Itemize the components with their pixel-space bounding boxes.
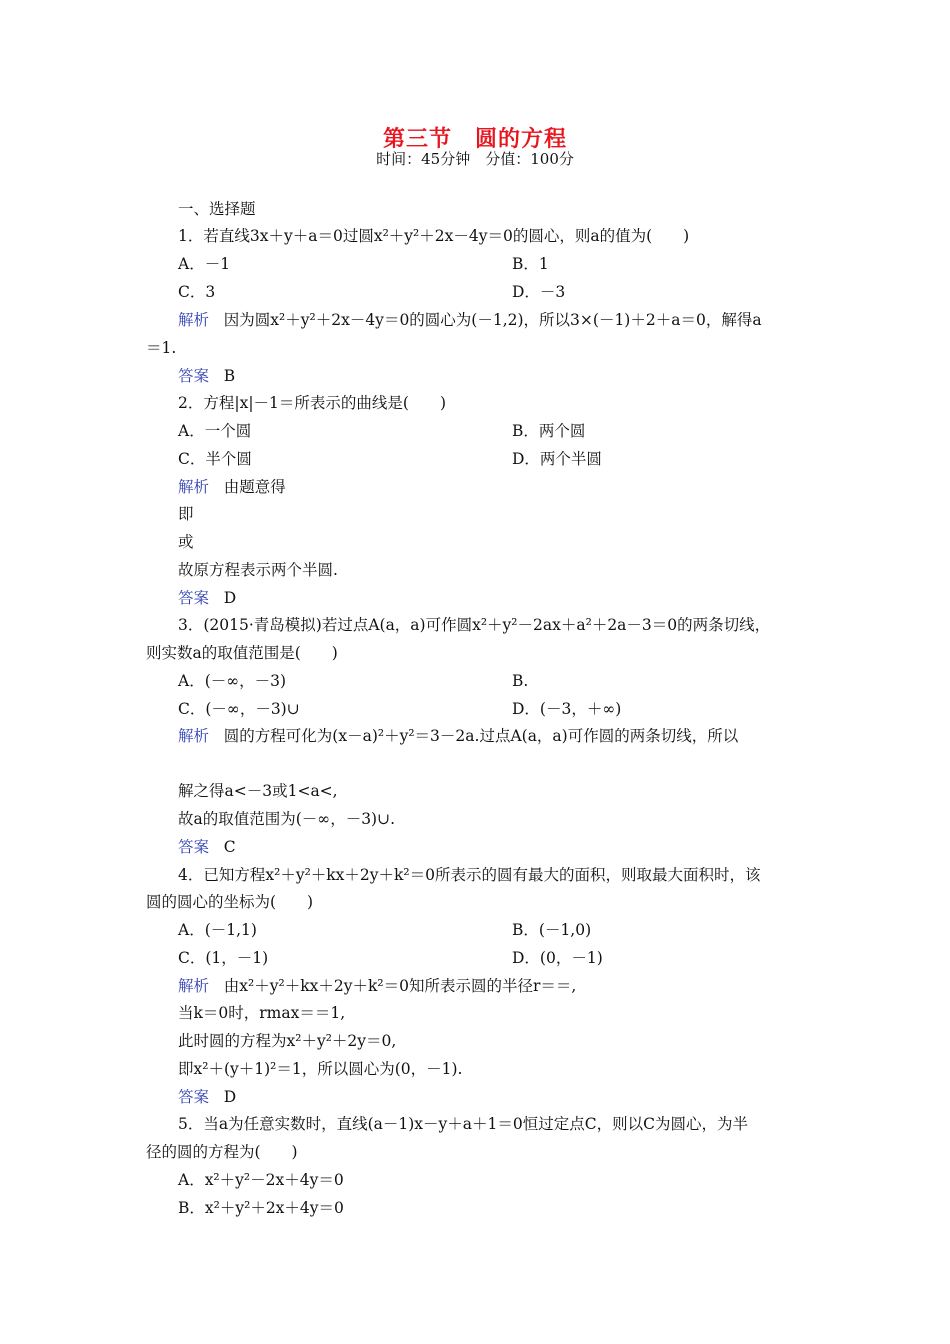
analysis-label: 解析 (178, 478, 210, 496)
q3-answer (178, 836, 236, 858)
q4-analysis-text: 由x²＋y²＋kx＋2y＋k²＝0知所表示圆的半径r＝＝, (223, 977, 577, 995)
q4-option-d: D．(0，－1) (512, 949, 603, 967)
analysis-label: 解析 (178, 311, 210, 329)
q1-option-b: B．1 (512, 255, 549, 273)
q4-conclusion: 即x²＋(y＋1)²＝1，所以圆心为(0，－1). (178, 1060, 463, 1078)
q4-line: 当k＝0时，rmax＝＝1, (178, 1004, 346, 1022)
q5-stem: 5．当a为任意实数时，直线(a－1)x－y＋a＋1＝0恒过定点C，则以C为圆心，为半 (178, 1115, 748, 1133)
q4-line: 此时圆的方程为x²＋y²＋2y＝0, (178, 1032, 397, 1050)
q3-option-a: A．(－∞，－3) (178, 672, 287, 690)
q1-stem: 1．若直线3x＋y＋a＝0过圆x²＋y²＋2x－4y＝0的圆心，则a的值为( ) (178, 227, 690, 245)
q4-analysis (178, 975, 576, 997)
q2-conclusion: 故原方程表示两个半圆. (178, 561, 338, 579)
q3-line: 解之得a<－3或1<a<, (178, 782, 338, 800)
analysis-label: 解析 (178, 727, 210, 745)
q3-stem: 3．(2015·青岛模拟)若过点A(a，a)可作圆x²＋y²－2ax＋a²＋2a－3＝0的两条切线， (178, 616, 771, 634)
q3-option-d: D．(－3，＋∞) (512, 700, 622, 718)
q2-option-d: D．两个半圆 (512, 450, 602, 468)
q2-option-c: C．半个圆 (178, 450, 252, 468)
q4-option-b: B．(－1,0) (512, 921, 592, 939)
q2-answer-value: D (223, 589, 237, 607)
q2-analysis (178, 476, 286, 498)
q2-line: 或 (178, 533, 194, 551)
q1-analysis-cont: ＝1. (146, 339, 177, 357)
q1-answer-value: B (223, 367, 236, 385)
q5-option-a: A．x²＋y²－2x＋4y＝0 (178, 1171, 344, 1189)
q4-answer-value: D (223, 1088, 237, 1106)
q4-option-c: C．(1，－1) (178, 949, 269, 967)
q1-answer (178, 365, 235, 387)
q1-option-a: A．－1 (178, 255, 231, 273)
q5-stem-cont: 径的圆的方程为( ) (146, 1143, 298, 1161)
q1-option-d: D．－3 (512, 283, 566, 301)
answer-label: 答案 (178, 838, 210, 856)
q3-answer-value: C (223, 838, 236, 856)
q2-option-a: A．一个圆 (178, 422, 252, 440)
q1-option-c: C．3 (178, 283, 216, 301)
q5-option-b: B．x²＋y²＋2x＋4y＝0 (178, 1199, 344, 1217)
q3-stem-cont: 则实数a的取值范围是( ) (146, 644, 338, 662)
q3-analysis-text: 圆的方程可化为(x－a)²＋y²＝3－2a.过点A(a，a)可作圆的两条切线，所以 (223, 727, 739, 745)
q2-answer (178, 587, 236, 609)
q1-analysis (178, 309, 762, 331)
q4-stem: 4．已知方程x²＋y²＋kx＋2y＋k²＝0所表示的圆有最大的面积，则取最大面积时，该 (178, 866, 761, 884)
page-title: 第三节 圆的方程 (382, 126, 567, 152)
q2-line: 即 (178, 505, 194, 523)
answer-label: 答案 (178, 589, 210, 607)
q3-option-c: C．(－∞，－3)∪ (178, 700, 300, 718)
q3-analysis (178, 725, 738, 747)
q1-analysis-text: 因为圆x²＋y²＋2x－4y＝0的圆心为(－1,2)，所以3×(－1)＋2＋a＝0，解得a (223, 311, 762, 329)
page-subtitle: 时间：45分钟 分值：100分 (376, 150, 574, 168)
answer-label: 答案 (178, 1088, 210, 1106)
answer-label: 答案 (178, 367, 210, 385)
analysis-label: 解析 (178, 977, 210, 995)
q3-conclusion: 故a的取值范围为(－∞，－3)∪. (178, 810, 396, 828)
q4-answer (178, 1086, 236, 1108)
q4-stem-cont: 圆的圆心的坐标为( ) (146, 893, 314, 911)
section-heading: 一、选择题 (178, 200, 256, 218)
q2-analysis-text: 由题意得 (223, 478, 286, 496)
q3-option-b: B. (512, 672, 529, 690)
q2-option-b: B．两个圆 (512, 422, 586, 440)
q4-option-a: A．(－1,1) (178, 921, 257, 939)
q2-stem: 2．方程|x|－1＝所表示的曲线是( ) (178, 394, 447, 412)
